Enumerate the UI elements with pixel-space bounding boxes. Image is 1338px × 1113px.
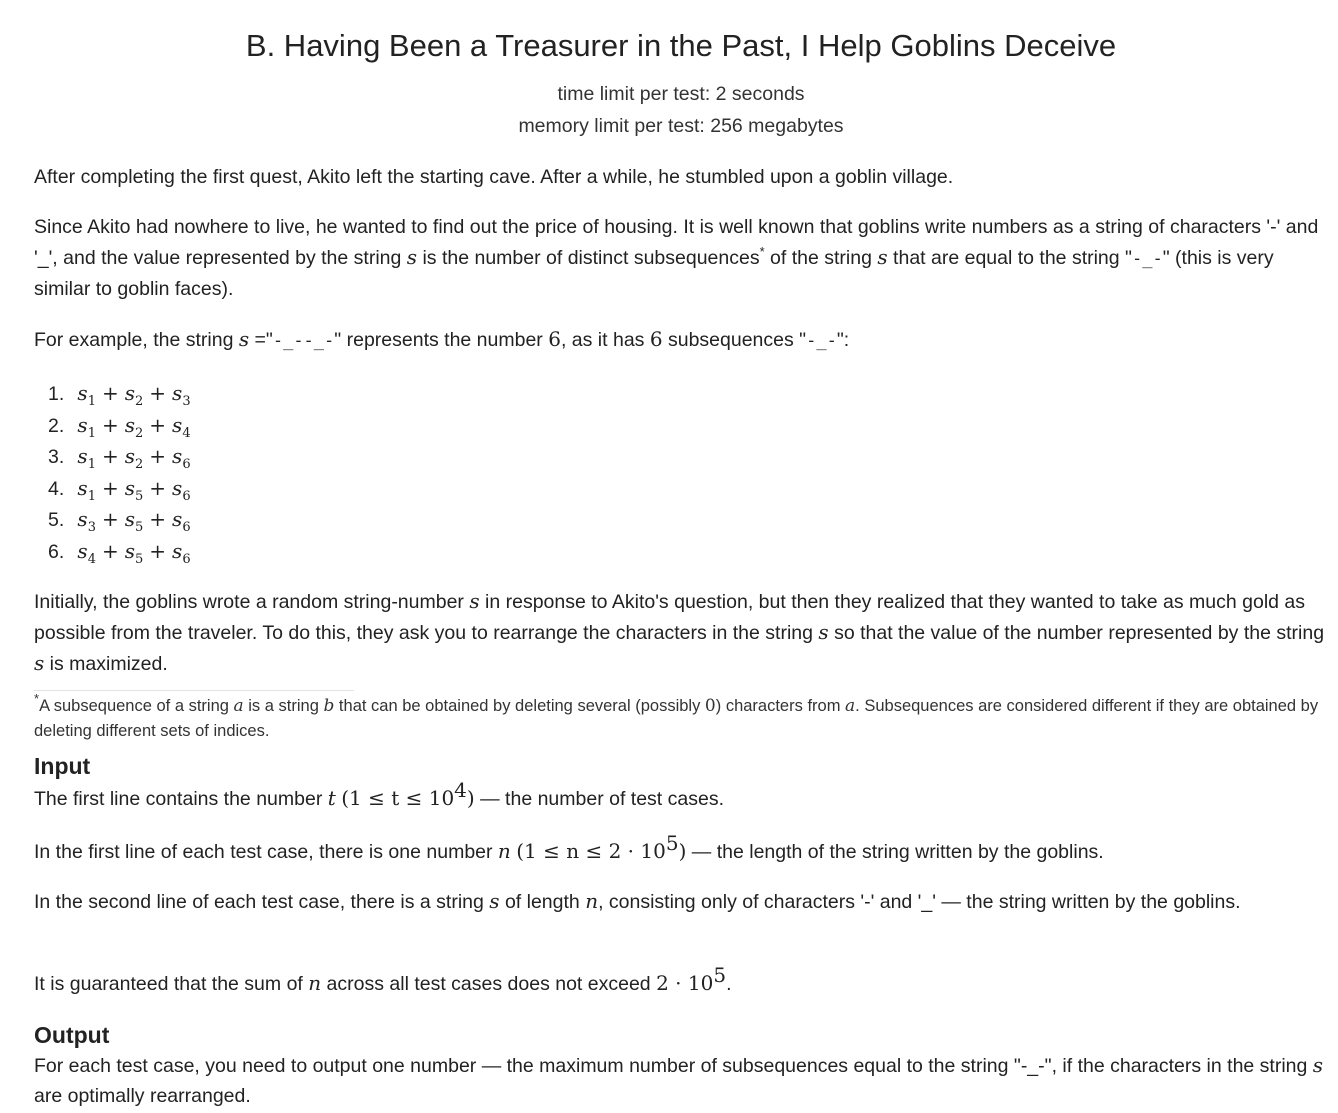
footnote: *A subsequence of a string a is a string b that can be obtained by deleting several (possibly 0) characters from a. Subsequences are considered different if they are obtained by deleting different sets of indices. — [34, 691, 1319, 740]
problem-title: B. Having Been a Treasurer in the Past, I Help Goblins Deceive — [245, 28, 1117, 63]
subsequence-list — [48, 378, 191, 567]
input-line-2: In the first line of each test case, there is one number n $(1 \le n \le 2 \cdot 10^5)$ — the length of the string written by the goblins. — [34, 831, 1104, 863]
footnote-divider — [34, 690, 354, 691]
time-limit: time limit per test: 2 seconds — [557, 83, 805, 105]
list-item: 3. $s_1 + s_2 + s_6$ — [48, 444, 191, 472]
output-line-1: For each test case, you need to output one number — the maximum number of subsequences equal to the string "-_-", if the characters in the string s are optimally rearranged. — [34, 1053, 1324, 1107]
statement-paragraph-2: Since Akito had nowhere to live, he wanted to find out the price of housing. It is well known that goblins write numbers as a string of characters '-' and '_', and the value represented by the string s is the number of distinct subsequences* of the string s that are equal to the string "-_-" (this is very similar to goblin faces). — [34, 216, 1319, 300]
statement-paragraph-4: Initially, the goblins wrote a random string-number s in response to Akito's question, but then they realized that they wanted to take as much gold as possible from the traveler. To do this, they ask you to rearrange the characters in the string s so that the value of the number represented by the string s is maximized. — [34, 589, 1325, 675]
list-item: 2. $s_1 + s_2 + s_4$ — [48, 412, 191, 441]
list-item: 6. $s_4 + s_5 + s_6$ — [48, 538, 191, 567]
list-item: 4. $s_1 + s_5 + s_6$ — [48, 475, 191, 504]
statement-paragraph-1: After completing the first quest, Akito left the starting cave. After a while, he stumbled upon a goblin village. — [34, 166, 954, 188]
input-line-1: The first line contains the number t $(1 \le t \le 10^4)$ — the number of test cases. — [34, 778, 725, 810]
input-line-4: It is guaranteed that the sum of n across all test cases does not exceed $2 \cdot 10^5$. — [34, 963, 732, 995]
memory-limit: memory limit per test: 256 megabytes — [518, 115, 844, 137]
list-item: 5. $s_3 + s_5 + s_6$ — [48, 507, 191, 535]
input-line-3: In the second line of each test case, there is a string s of length n, consisting only of characters '-' and '_' — the string written by the goblins. — [34, 889, 1241, 913]
output-heading: Output — [34, 1022, 110, 1048]
list-item: 1. $s_1 + s_2 + s_3$ — [48, 381, 191, 409]
input-heading: Input — [34, 753, 91, 779]
statement-paragraph-3: For example, the string s ="-_--_-" represents the number 6, as it has 6 subsequences "-_-": — [34, 327, 850, 351]
